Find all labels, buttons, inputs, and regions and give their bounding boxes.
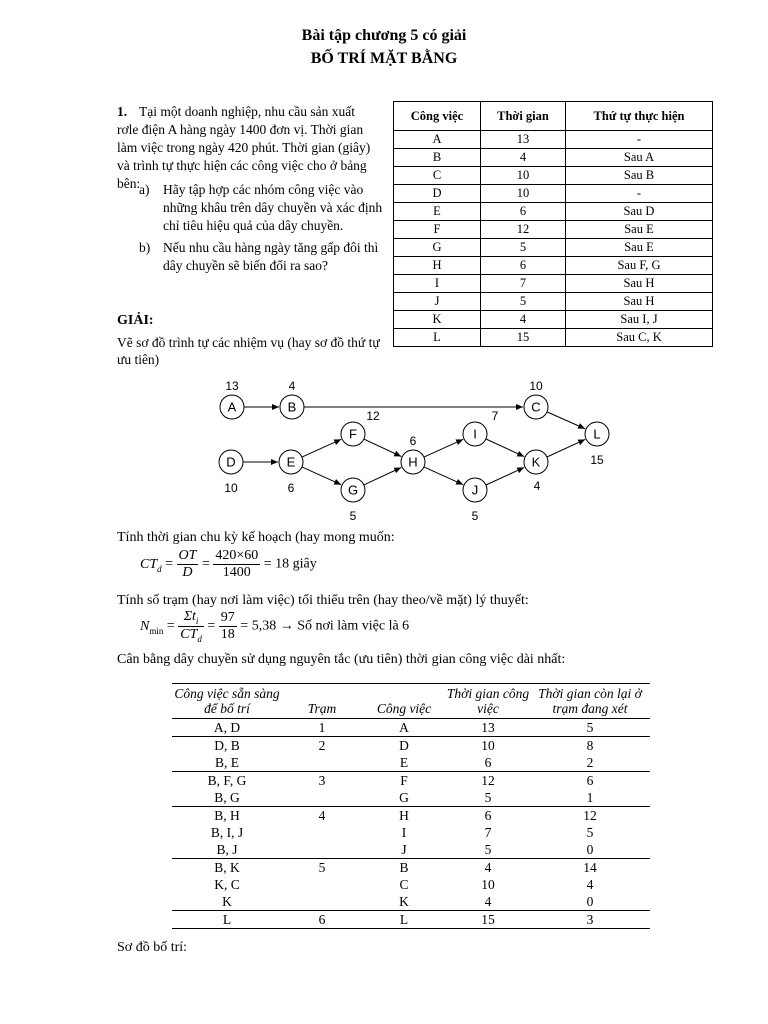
balance-cell: 8	[530, 737, 650, 755]
balance-cell: B, I, J	[210, 824, 244, 840]
task-cell: E	[394, 203, 481, 221]
task-col-header: Công việc	[394, 102, 481, 131]
balance-cell: L	[362, 911, 446, 929]
balance-cell: B	[362, 859, 446, 877]
node-label: J	[471, 482, 479, 498]
task-cell: 13	[481, 131, 566, 149]
balance-cell: C	[399, 876, 409, 892]
balance-row	[172, 789, 650, 807]
balance-row	[172, 807, 650, 825]
balance-cell: H	[362, 807, 446, 825]
task-row	[394, 293, 713, 311]
balance-col-header: Thời gian công việc	[446, 684, 530, 719]
balance-cell: J	[401, 841, 407, 857]
balancing-table	[172, 683, 650, 929]
balance-cell: 10	[446, 737, 530, 755]
balancing-text: Cân bằng dây chuyền sử dụng nguyên tắc (ưu tiên) thời gian công việc dài nhất:	[117, 652, 566, 667]
task-row	[394, 221, 713, 239]
task-cell: J	[394, 293, 481, 311]
document-subtitle: BỐ TRÍ MẶT BẰNG	[310, 50, 458, 67]
problem-text: Tại một doanh nghiệp, nhu cầu sản xuất rơle điện A hàng ngày 1400 đơn vị. Thời gian làm việc trong ngày 420 phút. Thời gian (giây) và trình tự thực hiện các công việc cho ở bảng bên:	[117, 104, 371, 191]
task-cell: F	[394, 221, 481, 239]
balance-cell: D, B	[172, 737, 282, 755]
node-time: 6	[409, 434, 417, 448]
balance-cell: 12	[530, 807, 650, 825]
balance-cell: 12	[446, 772, 530, 790]
task-cell: Sau E	[566, 221, 713, 239]
task-cell: Sau H	[566, 293, 713, 311]
balance-cell	[282, 789, 362, 807]
edge-H-I	[424, 439, 463, 457]
task-cell: 15	[481, 329, 566, 347]
node-time: 10	[529, 379, 543, 393]
node-time: 7	[491, 409, 499, 423]
balance-row	[172, 876, 650, 893]
node-label: A	[227, 399, 237, 415]
ct-sub: d	[157, 563, 162, 574]
balance-col-header: Thời gian còn lại ở trạm đang xét	[530, 684, 650, 719]
task-cell: K	[394, 311, 481, 329]
edge-C-L	[547, 412, 585, 429]
balance-cell: I	[401, 824, 407, 840]
question-b-label: b)	[139, 240, 151, 255]
node-label: C	[531, 399, 541, 415]
balance-cell: 6	[484, 754, 492, 770]
task-cell: -	[566, 131, 713, 149]
node-label: K	[531, 454, 541, 470]
balance-cell: B, K	[172, 859, 282, 877]
task-row	[394, 167, 713, 185]
task-cell: Sau A	[566, 149, 713, 167]
balance-cell: G	[399, 789, 409, 805]
balance-cell: 1	[586, 789, 594, 805]
task-col-header: Thứ tự thực hiện	[566, 102, 713, 131]
question-b	[139, 239, 399, 275]
balance-row	[172, 719, 650, 737]
cycle-time-text: Tính thời gian chu kỳ kế hoạch (hay mong muốn:	[117, 530, 395, 545]
balance-cell: L	[172, 911, 282, 929]
balance-cell: 5	[586, 824, 594, 840]
balance-cell: E	[399, 754, 409, 770]
balance-cell: 7	[484, 824, 492, 840]
balance-cell: 1	[318, 719, 326, 735]
balance-cell	[282, 754, 362, 772]
balance-cell: 4	[484, 893, 492, 909]
balance-cell: K	[399, 893, 409, 909]
balance-cell: 3	[282, 772, 362, 790]
balance-cell: 4	[586, 876, 594, 892]
nmin-denominator: CT	[180, 626, 198, 642]
task-row	[394, 149, 713, 167]
node-label: H	[408, 454, 418, 470]
ct-result: = 18 giây	[263, 556, 317, 572]
balance-cell: 6	[282, 911, 362, 929]
task-row	[394, 311, 713, 329]
balance-cell: K	[222, 893, 232, 909]
nmin-numerator-value: 97	[220, 609, 235, 625]
node-time: 4	[288, 379, 296, 393]
balance-cell: 0	[586, 841, 594, 857]
task-cell: Sau B	[566, 167, 713, 185]
balance-cell: 5	[282, 859, 362, 877]
balance-cell: A	[399, 719, 409, 735]
question-a-text: Hãy tập hợp các nhóm công việc vào những khâu trên dây chuyền và xác định chỉ tiêu hiệu quả của dây chuyền.	[163, 182, 383, 233]
balance-row	[172, 893, 650, 911]
balance-cell	[282, 876, 362, 893]
task-cell: 4	[481, 149, 566, 167]
precedence-diagram	[200, 372, 620, 522]
ct-numerator-value: 420×60	[215, 548, 259, 563]
task-cell: C	[394, 167, 481, 185]
balance-cell	[282, 893, 362, 911]
node-label: D	[226, 454, 236, 470]
node-label: G	[347, 482, 359, 498]
balance-cell: B, G	[214, 789, 240, 805]
balance-cell: 14	[530, 859, 650, 877]
task-row	[394, 131, 713, 149]
balance-row	[172, 824, 650, 841]
task-cell: 7	[481, 275, 566, 293]
balance-cell	[282, 824, 362, 841]
task-row	[394, 257, 713, 275]
balance-col-header: Công việc	[362, 684, 446, 719]
nmin-symbol: N	[140, 618, 150, 634]
task-cell: 6	[481, 257, 566, 275]
question-a	[139, 181, 399, 235]
balance-cell: 6	[530, 772, 650, 790]
balance-cell	[282, 841, 362, 859]
task-col-header: Thời gian	[481, 102, 566, 131]
edge-K-L	[547, 439, 585, 457]
balance-row	[172, 841, 650, 859]
ct-numerator: OT	[178, 548, 197, 563]
balance-cell: 6	[446, 807, 530, 825]
task-cell: H	[394, 257, 481, 275]
min-stations-text: Tính số trạm (hay nơi làm việc) tối thiểu trên (hay theo/về mặt) lý thuyết:	[117, 593, 529, 608]
balance-cell: 10	[481, 876, 495, 892]
task-cell: G	[394, 239, 481, 257]
node-label: L	[593, 426, 601, 442]
balance-cell: 4	[282, 807, 362, 825]
balance-row	[172, 859, 650, 877]
task-cell: 10	[481, 185, 566, 203]
balance-cell: K, C	[214, 876, 240, 892]
task-cell: Sau E	[566, 239, 713, 257]
node-label: E	[286, 454, 296, 470]
edge-F-H	[364, 439, 401, 456]
balance-cell: A, D	[213, 719, 241, 735]
ct-symbol: CT	[140, 556, 158, 572]
node-time: 4	[533, 479, 541, 493]
nmin-result: = 5,38 → Số nơi làm việc là 6	[240, 618, 410, 634]
cycle-time-formula: $CT_d$ = $\frac{OT}{D}$ = $\frac{420\times 60}{1400}$ = 18 giây	[140, 548, 317, 580]
node-time: 6	[287, 481, 295, 495]
task-cell: B	[394, 149, 481, 167]
balance-cell: 4	[446, 859, 530, 877]
task-row	[394, 185, 713, 203]
node-time: 13	[225, 379, 239, 393]
balance-cell: 5	[586, 719, 594, 735]
balance-col-header: Trạm	[282, 684, 362, 719]
balance-row	[172, 911, 650, 929]
task-cell: 6	[481, 203, 566, 221]
balance-row	[172, 737, 650, 755]
task-cell: 12	[481, 221, 566, 239]
task-cell: D	[394, 185, 481, 203]
node-time: 10	[224, 481, 238, 495]
task-row	[394, 203, 713, 221]
ct-denominator-value: 1400	[222, 565, 251, 580]
nmin-numerator: Σt	[183, 609, 196, 624]
node-time: 15	[590, 453, 604, 467]
edge-I-K	[486, 439, 524, 457]
task-cell: 5	[481, 293, 566, 311]
diagram-caption: Vẽ sơ đồ trình tự các nhiệm vụ (hay sơ đồ thứ tự ưu tiên)	[117, 335, 380, 367]
node-time: 5	[471, 509, 479, 522]
nmin-denominator-value: 18	[220, 626, 235, 642]
balance-cell: 5	[484, 841, 492, 857]
balance-row	[172, 754, 650, 772]
balance-col-header: Công việc sẵn sàng để bố trí	[172, 684, 282, 719]
nmin-numerator-sub: i	[195, 615, 199, 626]
edge-H-J	[424, 467, 463, 485]
balance-cell: 0	[586, 893, 594, 909]
balance-cell: B, J	[216, 841, 238, 857]
task-row	[394, 239, 713, 257]
task-cell: Sau D	[566, 203, 713, 221]
problem-number: 1.	[117, 104, 128, 119]
task-cell: Sau H	[566, 275, 713, 293]
ct-denominator: D	[182, 565, 193, 580]
task-row	[394, 275, 713, 293]
task-cell: Sau I, J	[566, 311, 713, 329]
task-cell: Sau C, K	[566, 329, 713, 347]
balance-cell: 3	[530, 911, 650, 929]
task-cell: -	[566, 185, 713, 203]
balance-row	[172, 772, 650, 790]
balance-cell: 2	[282, 737, 362, 755]
node-label: F	[349, 426, 357, 442]
balance-cell: 2	[586, 754, 594, 770]
balance-cell: 5	[484, 789, 492, 805]
nmin-sub: min	[149, 625, 164, 636]
min-stations-formula: $N_{min}$ = $\frac{\Sigma t_i}{CT_d}$ = $\frac{97}{18}$ = 5,38 → Số nơi làm việc là 6	[140, 609, 410, 644]
balance-cell: B, F, G	[172, 772, 282, 790]
node-label: B	[287, 399, 297, 415]
problem-statement	[117, 103, 402, 191]
balance-cell: F	[362, 772, 446, 790]
task-cell: 5	[481, 239, 566, 257]
task-table	[393, 101, 713, 347]
balance-cell: B, E	[214, 754, 239, 770]
balance-cell: B, H	[172, 807, 282, 825]
balance-cell: 15	[446, 911, 530, 929]
solution-heading: GIẢI:	[117, 313, 154, 328]
edge-E-F	[302, 439, 341, 457]
task-cell: 4	[481, 311, 566, 329]
task-cell: I	[394, 275, 481, 293]
balance-cell: 13	[481, 719, 495, 735]
layout-diagram-label: Sơ đồ bố trí:	[117, 940, 188, 955]
edge-G-H	[364, 467, 401, 484]
task-cell: A	[394, 131, 481, 149]
task-cell: 10	[481, 167, 566, 185]
balance-cell: D	[362, 737, 446, 755]
nmin-denominator-sub: d	[197, 633, 202, 644]
question-a-label: a)	[139, 182, 150, 197]
edge-E-G	[302, 467, 341, 485]
question-b-text: Nếu nhu cầu hàng ngày tăng gấp đôi thì dây chuyền sẽ biến đổi ra sao?	[163, 240, 379, 273]
node-label: I	[473, 426, 477, 442]
task-cell: L	[394, 329, 481, 347]
node-time: 5	[349, 509, 357, 522]
edge-J-K	[486, 467, 524, 485]
node-time: 12	[366, 409, 380, 423]
task-row	[394, 329, 713, 347]
document-title: Bài tập chương 5 có giải	[301, 27, 467, 44]
task-cell: Sau F, G	[566, 257, 713, 275]
